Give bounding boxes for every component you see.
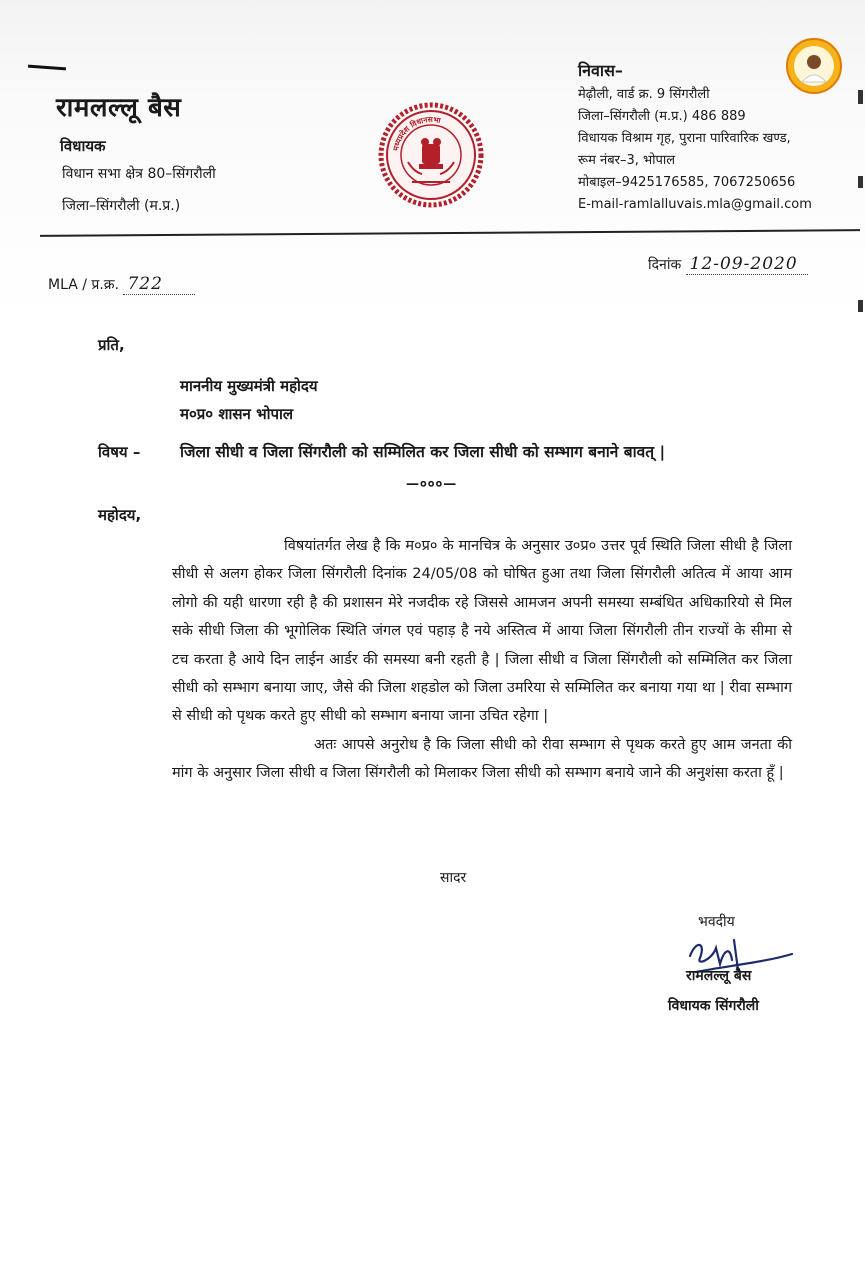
residence-email: E-mail-ramlalluvais.mla@gmail.com: [578, 197, 812, 212]
reference-label: MLA / प्र.क्र.: [48, 277, 120, 293]
reference-value: 722: [123, 274, 194, 295]
svg-text:मध्यप्रदेश विधानसभा: मध्यप्रदेश विधानसभा: [391, 114, 442, 152]
date-value: 12-09-2020: [686, 254, 808, 275]
body-paragraph: अतः आपसे अनुरोध है कि जिला सीधी को रीवा सम्भाग से पृथक करते हुए आम जनता की मांग के अनुसार जिला सीधी व जिला सिंगरौली को मिलाकर जिला सीधी को सम्भाग बनाये जाने की अनुशंसा करता हूँ |: [172, 736, 792, 782]
date-label: दिनांक: [648, 257, 682, 273]
residence-phone: मोबाइल–9425176585, 7067250656: [578, 175, 796, 190]
signatory-name: रामलल्लू बैस: [686, 968, 752, 984]
recipient-address: [180, 372, 318, 428]
date-field: [648, 254, 808, 274]
sender-district: जिला–सिंगरौली (म.प्र.): [62, 198, 181, 214]
letterhead-divider: [40, 229, 860, 237]
separator: —०००—: [406, 477, 458, 492]
residence-line: रूम नंबर–3, भोपाल: [578, 153, 676, 168]
portrait-badge-icon: [786, 38, 842, 94]
residence-line: विधायक विश्राम गृह, पुराना पारिवारिक खण्ड,: [578, 131, 791, 146]
salutation: महोदय,: [98, 506, 142, 524]
signatory-designation: विधायक सिंगरौली: [668, 998, 759, 1014]
scan-edge-mark: [858, 90, 863, 104]
residence-line: मेढ़ौली, वार्ड क्र. 9 सिंगरौली: [578, 87, 710, 102]
pen-mark: [28, 65, 66, 71]
reference-number: [48, 274, 195, 294]
closing-sadar: सादर: [440, 870, 467, 886]
assembly-seal-icon: [378, 102, 484, 208]
recipient-line: म०प्र० शासन भोपाल: [180, 405, 294, 423]
residence-block: [578, 60, 812, 216]
sender-title: विधायक: [60, 137, 106, 155]
recipient-prefix: प्रति,: [98, 336, 125, 354]
letter-body: [172, 532, 792, 788]
scan-edge-mark: [858, 176, 863, 188]
subject-text: जिला सीधी व जिला सिंगरौली को सम्मिलित कर जिला सीधी को सम्भाग बनाने बावत् |: [180, 443, 666, 461]
scan-edge-mark: [858, 300, 863, 312]
residence-line: जिला–सिंगरौली (म.प्र.) 486 889: [578, 109, 746, 124]
recipient-line: माननीय मुख्यमंत्री महोदय: [180, 377, 318, 395]
subject-label: विषय –: [98, 443, 141, 461]
closing-bhavdiya: भवदीय: [698, 914, 735, 930]
sender-name: रामलल्लू बैस: [56, 93, 182, 123]
residence-heading: निवास–: [578, 61, 623, 80]
sender-constituency: विधान सभा क्षेत्र 80–सिंगरौली: [62, 166, 216, 182]
body-paragraph: विषयांतर्गत लेख है कि म०प्र० के मानचित्र के अनुसार उ०प्र० उत्तर पूर्व स्थिति जिला सीधी है जिला सीधी से अलग होकर जिला सिंगरौली दिनांक 24/05/08 को घोषित हुआ तथा जिला सिंगरौली अतित्व में आया आम लोगो की यही धारणा रही है की प्रशासन मेरे नजदीक रहे जिससे आमजन अपनी समस्या सम्बंधित अधिकारियो से मिल सके सीधी जिला की भूगोलिक स्थिति जंगल एवं पहाड़ है नये अस्तित्व में आया जिला सिंगरौली तीन राज्यों के सीमा से टच करता है आये दिन लाईन आर्डर की समस्या बनी रहती है | जिला सीधी व जिला सिंगरौली को सम्मिलित कर जिला सीधी को सम्भाग बनाया जाए, जैसे की जिला शहडोल को जिला उमरिया से सम्मिलित कर बनाया गया था | रीवा सम्भाग से सीधी को पृथक करते हुए सीधी को सम्भाग बनाया जाना उचित रहेगा |: [172, 538, 792, 725]
